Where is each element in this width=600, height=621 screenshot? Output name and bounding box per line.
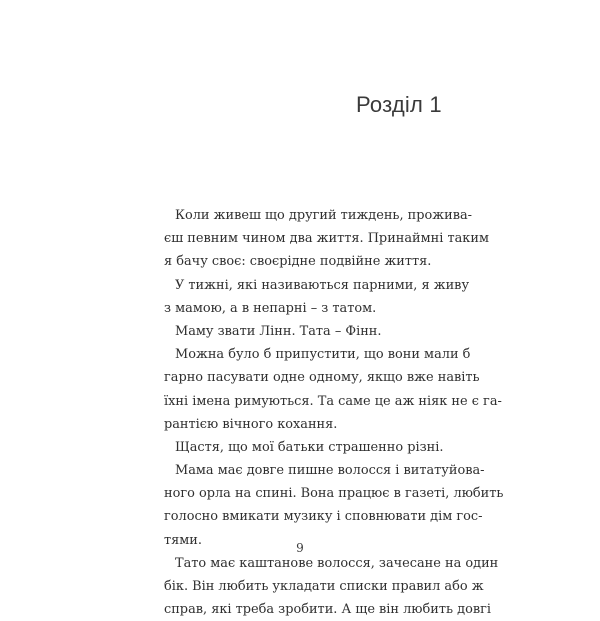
- text-line: ного орла на спині. Вона працює в газеті, любить: [164, 486, 504, 502]
- page-number: 9: [296, 541, 304, 555]
- text-line: єш певним чином два життя. Принаймні таким: [164, 231, 489, 247]
- text-line: з мамою, а в непарні – з татом.: [164, 300, 377, 316]
- text-line: Коли живеш що другий тиждень, прожива-: [175, 208, 472, 223]
- body-text: [164, 204, 504, 621]
- chapter-title: Розділ 1: [356, 92, 442, 117]
- text-line: У тижні, які називаються парними, я живу: [175, 277, 470, 293]
- text-line: Маму звати Лінн. Тата – Фінн.: [175, 323, 382, 339]
- text-line: тями.: [164, 532, 202, 548]
- text-line: я бачу своє: своєрідне подвійне життя.: [164, 254, 432, 270]
- text-line: Тато має каштанове волосся, зачесане на один: [175, 555, 499, 571]
- text-line: гарно пасувати одне одному, якщо вже навіть: [164, 370, 480, 386]
- text-line: рантією вічного кохання.: [164, 416, 338, 432]
- text-line: Щастя, що мої батьки страшенно різні.: [175, 439, 444, 455]
- text-line: справ, які треба зробити. А ще він любить довгі: [164, 602, 491, 618]
- text-line: Можна було б припустити, що вони мали б: [175, 347, 471, 363]
- text-line: їхні імена римуються. Та саме це аж ніяк не є га-: [164, 393, 502, 409]
- text-line: бік. Він любить укладати списки правил або ж: [164, 579, 484, 594]
- text-line: голосно вмикати музику і сповнювати дім гос-: [164, 509, 483, 525]
- text-line: Мама має довге пишне волосся і витатуйова-: [175, 463, 485, 479]
